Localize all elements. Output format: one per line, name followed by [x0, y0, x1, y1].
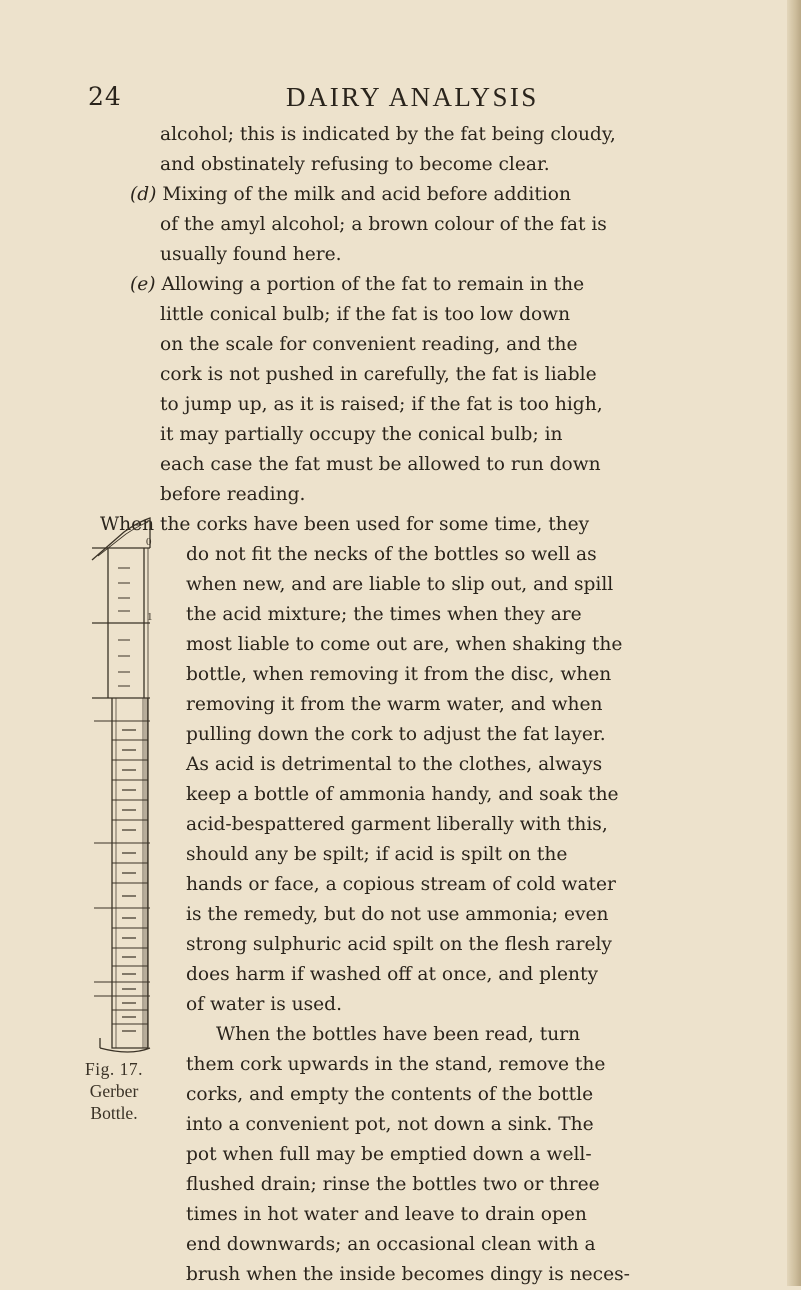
list-item-e	[130, 270, 584, 300]
running-title: DAIRY ANALYSIS	[286, 82, 539, 112]
text-line: of water is used.	[186, 994, 342, 1015]
list-item-d	[130, 180, 571, 210]
text-line: Allowing a portion of the fat to remain in the	[161, 274, 585, 295]
text-line: when new, and are liable to slip out, and spill	[186, 574, 614, 595]
figure-caption-line: Gerber	[89, 1081, 139, 1101]
bottle-scale-ticks	[118, 568, 130, 686]
text-line: pulling down the cork to adjust the fat layer.	[186, 724, 606, 745]
text-line: pot when full may be emptied down a well-	[186, 1144, 592, 1165]
text-line: acid-bespattered garment liberally with this,	[186, 814, 608, 835]
list-marker-e: (e)	[130, 274, 156, 295]
text-line: should any be spilt; if acid is spilt on the	[186, 844, 568, 865]
bottle-bulb-rim	[98, 522, 148, 556]
list-marker-d: (d)	[130, 184, 157, 205]
text-line: removing it from the warm water, and when	[186, 694, 603, 715]
gerber-bottle-figure	[86, 508, 166, 1058]
text-line: strong sulphuric acid spilt on the flesh rarely	[186, 934, 612, 955]
text-line: end downwards; an occasional clean with a	[186, 1234, 596, 1255]
text-line: the acid mixture; the times when they are	[186, 604, 582, 625]
page-header	[0, 82, 801, 116]
text-line: do not fit the necks of the bottles so well as	[186, 544, 597, 565]
paragraph-start: When the corks have been used for some time, they	[100, 514, 590, 535]
text-line: it may partially occupy the conical bulb; in	[160, 424, 563, 445]
figure-caption	[66, 1058, 162, 1124]
text-line: corks, and empty the contents of the bottle	[186, 1084, 594, 1105]
figure-number: Fig. 17.	[85, 1059, 143, 1079]
text-line: alcohol; this is indicated by the fat being cloudy,	[160, 124, 616, 145]
text-line: cork is not pushed in carefully, the fat is liable	[160, 364, 597, 385]
text-line: times in hot water and leave to drain open	[186, 1204, 587, 1225]
text-line: into a convenient pot, not down a sink. The	[186, 1114, 594, 1135]
text-line: most liable to come out are, when shaking the	[186, 634, 623, 655]
text-line: of the amyl alcohol; a brown colour of the fat is	[160, 214, 607, 235]
text-line: hands or face, a copious stream of cold water	[186, 874, 616, 895]
paragraph-start: When the bottles have been read, turn	[216, 1024, 581, 1045]
text-line: keep a bottle of ammonia handy, and soak the	[186, 784, 619, 805]
text-line: flushed drain; rinse the bottles two or three	[186, 1174, 600, 1195]
page-number: 24	[88, 82, 122, 111]
text-line: is the remedy, but do not use ammonia; even	[186, 904, 609, 925]
scale-label-zero: 0	[146, 536, 152, 548]
text-line: before reading.	[160, 484, 306, 505]
text-line: on the scale for convenient reading, and the	[160, 334, 578, 355]
text-line: them cork upwards in the stand, remove the	[186, 1054, 606, 1075]
text-line: to jump up, as it is raised; if the fat is too high,	[160, 394, 603, 415]
text-line: each case the fat must be allowed to run down	[160, 454, 601, 475]
scale-label-one: 1	[147, 611, 153, 623]
text-line: usually found here.	[160, 244, 342, 265]
text-line: As acid is detrimental to the clothes, always	[186, 754, 603, 775]
text-line: Mixing of the milk and acid before addition	[162, 184, 571, 205]
text-line: bottle, when removing it from the disc, when	[186, 664, 612, 685]
gerber-bottle-illustration	[86, 508, 166, 1058]
bottle-body-dashes	[122, 730, 136, 1031]
page-edge-shadow	[787, 0, 801, 1286]
text-line: does harm if washed off at once, and plenty	[186, 964, 598, 985]
text-line: brush when the inside becomes dingy is neces-	[186, 1264, 630, 1285]
text-line: and obstinately refusing to become clear.	[160, 154, 550, 175]
text-line: little conical bulb; if the fat is too low down	[160, 304, 571, 325]
figure-caption-line: Bottle.	[90, 1103, 138, 1123]
